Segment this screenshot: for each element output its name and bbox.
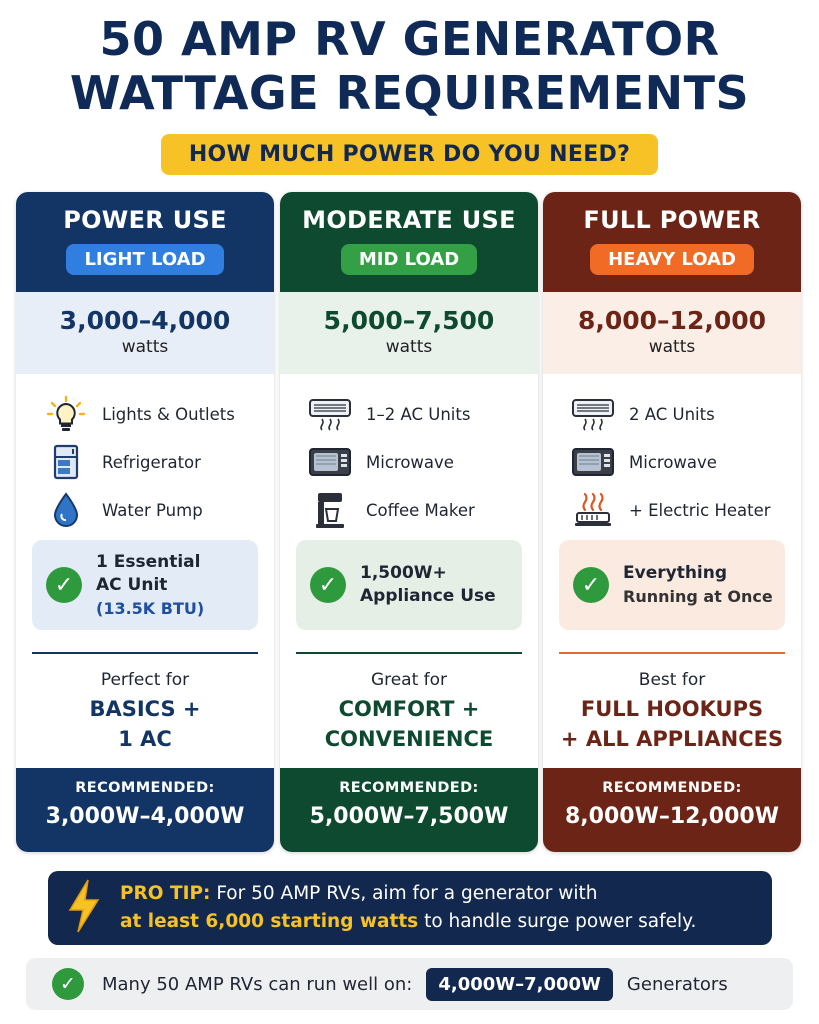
column-light-load xyxy=(16,192,274,852)
fit-prefix: Great for xyxy=(370,670,448,690)
recommended-label: RECOMMENDED: xyxy=(75,780,215,796)
recommended-footer xyxy=(16,768,274,852)
water-drop-icon xyxy=(44,492,88,528)
pro-tip-text-2: to handle surge power safely. xyxy=(424,911,697,932)
list-item xyxy=(571,438,801,486)
range-unit: watts xyxy=(121,337,169,357)
fit-prefix: Best for xyxy=(638,670,706,690)
recommended-value: 3,000W–4,000W xyxy=(45,804,245,829)
pro-tip-label: PRO TIP: xyxy=(120,883,211,904)
list-item xyxy=(571,390,801,438)
appliance-label: Microwave xyxy=(366,452,454,472)
list-item xyxy=(308,438,538,486)
column-header xyxy=(16,192,274,292)
appliance-label: Microwave xyxy=(629,452,717,472)
appliance-label: 2 AC Units xyxy=(629,404,715,424)
page-title xyxy=(0,12,819,120)
fit-summary xyxy=(543,654,801,769)
check-icon: ✓ xyxy=(573,567,609,603)
fit-headline: COMFORT + CONVENIENCE xyxy=(324,697,494,751)
recommended-footer xyxy=(543,768,801,852)
wattage-range xyxy=(280,292,538,374)
range-unit: watts xyxy=(385,337,433,357)
air-conditioner-icon xyxy=(308,396,352,432)
load-badge: MID LOAD xyxy=(341,244,477,275)
range-unit: watts xyxy=(648,337,696,357)
recommended-label: RECOMMENDED: xyxy=(602,780,742,796)
list-item xyxy=(308,390,538,438)
load-badge: LIGHT LOAD xyxy=(66,244,223,275)
fit-summary xyxy=(16,654,274,769)
wattage-range xyxy=(543,292,801,374)
refrigerator-icon xyxy=(44,444,88,480)
column-header xyxy=(543,192,801,292)
pro-tip-banner xyxy=(48,871,772,945)
callout-line-1: Everything xyxy=(623,563,728,583)
appliance-list xyxy=(280,374,538,532)
callout-box xyxy=(296,540,522,630)
recommended-value: 8,000W–12,000W xyxy=(564,804,780,829)
range-value: 5,000–7,500 xyxy=(323,306,495,335)
column-title: POWER USE xyxy=(63,206,227,234)
appliance-list xyxy=(16,374,274,532)
check-icon: ✓ xyxy=(46,567,82,603)
list-item xyxy=(308,486,538,534)
column-mid-load xyxy=(280,192,538,852)
title-line-2: WATTAGE REQUIREMENTS xyxy=(69,66,750,120)
bottom-note xyxy=(26,958,793,1010)
fit-prefix: Perfect for xyxy=(100,670,190,690)
callout-line-1: 1,500W+ xyxy=(360,563,447,583)
fit-summary xyxy=(280,654,538,769)
air-conditioner-icon xyxy=(571,396,615,432)
recommended-footer xyxy=(280,768,538,852)
list-item xyxy=(44,486,274,534)
appliance-label: + Electric Heater xyxy=(629,500,771,520)
check-icon: ✓ xyxy=(52,968,84,1000)
wattage-range xyxy=(16,292,274,374)
list-item xyxy=(44,438,274,486)
appliance-label: Refrigerator xyxy=(102,452,201,472)
callout-line-2: AC Unit xyxy=(96,574,168,595)
check-icon: ✓ xyxy=(310,567,346,603)
callout-line-2: Appliance Use xyxy=(360,586,496,606)
microwave-icon xyxy=(308,444,352,480)
pro-tip-highlight: at least 6,000 starting watts xyxy=(120,911,419,932)
lightbulb-icon xyxy=(44,396,88,432)
load-badge: HEAVY LOAD xyxy=(590,244,754,275)
appliance-list xyxy=(543,374,801,532)
title-line-1: 50 AMP RV GENERATOR xyxy=(99,12,720,66)
column-title: MODERATE USE xyxy=(302,206,516,234)
subtitle-banner: HOW MUCH POWER DO YOU NEED? xyxy=(161,134,658,175)
pro-tip-text-1: For 50 AMP RVs, aim for a generator with xyxy=(216,883,598,904)
heater-icon xyxy=(571,492,615,528)
generator-range-badge: 4,000W–7,000W xyxy=(426,968,613,1001)
appliance-label: Coffee Maker xyxy=(366,500,475,520)
callout-line-1: 1 Essential xyxy=(96,551,201,572)
note-text-after: Generators xyxy=(626,973,728,995)
lightning-bolt-icon xyxy=(64,878,120,938)
fit-headline: BASICS + 1 AC xyxy=(89,697,201,751)
microwave-icon xyxy=(571,444,615,480)
column-heavy-load xyxy=(543,192,801,852)
column-title: FULL POWER xyxy=(583,206,761,234)
coffee-maker-icon xyxy=(308,492,352,528)
callout-box xyxy=(559,540,785,630)
recommended-label: RECOMMENDED: xyxy=(339,780,479,796)
list-item xyxy=(44,390,274,438)
appliance-label: Water Pump xyxy=(102,500,203,520)
appliance-label: Lights & Outlets xyxy=(102,404,235,424)
range-value: 8,000–12,000 xyxy=(577,306,767,335)
list-item xyxy=(571,486,801,534)
range-value: 3,000–4,000 xyxy=(59,306,231,335)
recommended-value: 5,000W–7,500W xyxy=(309,804,509,829)
column-header xyxy=(280,192,538,292)
note-text-before: Many 50 AMP RVs can run well on: xyxy=(102,973,413,995)
appliance-label: 1–2 AC Units xyxy=(366,404,471,424)
fit-headline: FULL HOOKUPS + ALL APPLIANCES xyxy=(560,697,784,751)
callout-sub: (13.5K BTU) xyxy=(96,598,205,618)
callout-sub: Running at Once xyxy=(623,587,773,606)
callout-box xyxy=(32,540,258,630)
